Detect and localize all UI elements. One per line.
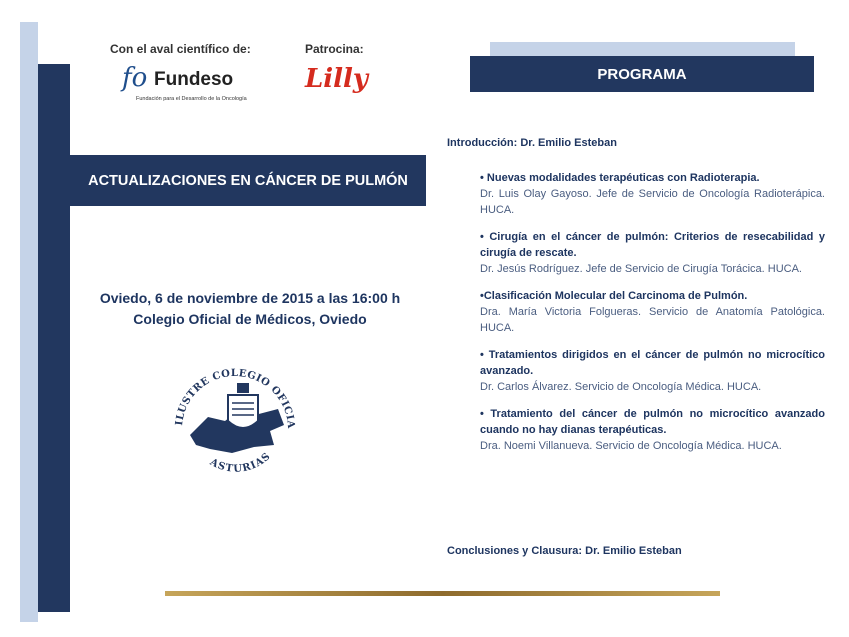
talk-title: • Tratamientos dirigidos en el cáncer de pulmón no microcítico avanzado. (480, 349, 825, 377)
svg-text:ASTURIAS (207, 451, 273, 475)
colegio-seal (170, 357, 300, 487)
event-venue: Colegio Oficial de Médicos, Oviedo (133, 311, 367, 327)
talk-item (480, 406, 825, 454)
lilly-logo: Lilly (305, 64, 369, 94)
talk-title: • Cirugía en el cáncer de pulmón: Criterios de resecabilidad y cirugía de rescate. (480, 231, 825, 259)
fundeso-subtitle: Fundación para el Desarrollo de la Oncología (136, 96, 247, 102)
programa-intro: Introducción: Dr. Emilio Esteban (447, 137, 617, 149)
programa-heading: PROGRAMA (597, 65, 687, 83)
talk-speaker: Dra. Noemi Villanueva. Servicio de Oncología Médica. HUCA. (480, 440, 782, 452)
programa-banner (470, 56, 814, 92)
talk-speaker: Dra. María Victoria Folgueras. Servicio de Anatomía Patológica. HUCA. (480, 306, 825, 334)
talk-item (480, 347, 825, 395)
seal-bottom-text: ASTURIAS (207, 450, 274, 475)
talk-item (480, 288, 825, 336)
seal-icon (170, 357, 300, 487)
title-banner (70, 155, 426, 206)
top-light-stripe (490, 42, 795, 56)
talk-title: • Nuevas modalidades terapéuticas con Radioterapia. (480, 172, 760, 184)
talk-item (480, 170, 825, 218)
talk-speaker: Dr. Carlos Álvarez. Servicio de Oncología Médica. HUCA. (480, 381, 762, 393)
left-light-stripe (20, 22, 38, 622)
talk-title: •Clasificación Molecular del Carcinoma de Pulmón. (480, 290, 748, 302)
talk-title: • Tratamiento del cáncer de pulmón no microcítico avanzado cuando no hay dianas terapéuticas. (480, 408, 825, 436)
talk-speaker: Dr. Luis Olay Gayoso. Jefe de Servicio de Oncología Radioterápica. HUCA. (480, 188, 825, 216)
aval-label: Con el aval científico de: (110, 42, 251, 56)
talk-speaker: Dr. Jesús Rodríguez. Jefe de Servicio de Cirugía Torácica. HUCA. (480, 263, 802, 275)
left-dark-stripe (38, 64, 70, 612)
fundeso-mark-icon: fo (122, 63, 148, 93)
gold-divider (165, 591, 720, 596)
talks-list (480, 170, 825, 465)
event-date: Oviedo, 6 de noviembre de 2015 a las 16:00 h (99, 290, 401, 306)
patrocina-label: Patrocina: (305, 42, 364, 56)
fundeso-logo (118, 63, 248, 108)
event-title: ACTUALIZACIONES EN CÁNCER DE PULMÓN (88, 172, 408, 189)
programa-closing: Conclusiones y Clausura: Dr. Emilio Esteban (447, 545, 682, 557)
talk-item (480, 229, 825, 277)
event-info (70, 288, 430, 330)
seal-top-text: ILUSTRE COLEGIO OFICIA (174, 367, 297, 430)
fundeso-name: Fundeso (154, 69, 234, 90)
